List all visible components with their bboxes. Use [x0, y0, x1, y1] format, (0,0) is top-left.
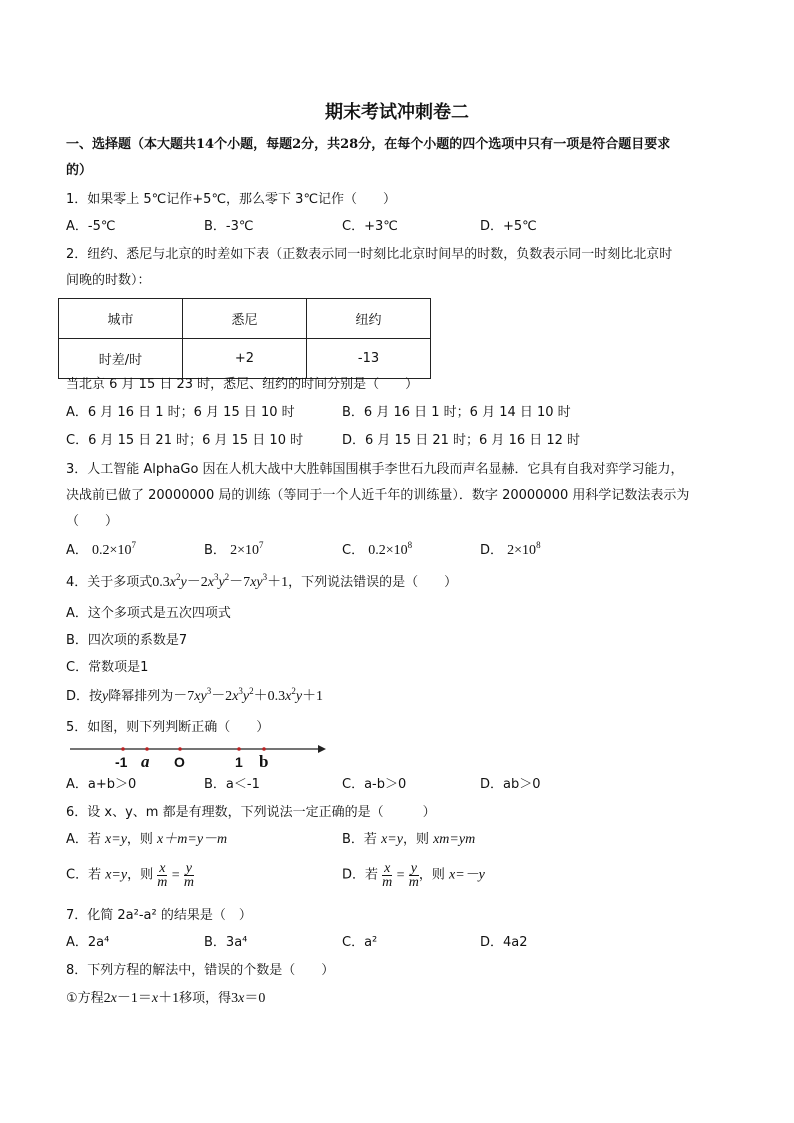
table-row	[59, 299, 431, 339]
point-one	[237, 747, 241, 751]
table-header-cell: 城市	[59, 299, 183, 339]
table-header-cell: 悉尼	[183, 299, 307, 339]
q6-option-d: D．若 $\frac{x}{m}$ = $\frac{y}{m}$ ，则 x=－y	[342, 861, 485, 890]
q4-d-expression: $-7xy^3-2x^3y^2+0.3x^2y+1$	[173, 686, 324, 704]
section-heading: 一、选择题（本大题共14个小题，每题2分，共28分，在每个小题的四个选项中只有一项是符合题目要求	[66, 137, 671, 152]
q7-option-c: C．a²	[342, 935, 378, 950]
q7-option-a: A．2a⁴	[66, 935, 110, 950]
point-a	[145, 747, 149, 751]
q6-c-equation: $\frac{x}{m}$ = $\frac{y}{m}$	[157, 861, 194, 890]
q2-option-c: C．6 月 15 日 21 时；6 月 15 日 10 时	[66, 433, 304, 448]
q3-option-b: B． $2\times 10^7$	[204, 540, 264, 558]
point-b	[262, 747, 266, 751]
q3-option-a: A． $0.2\times 10^7$	[66, 540, 136, 558]
q3-b-expression: $2\times 10^7$	[230, 540, 264, 558]
q8-item1-equation: 2x－1＝x＋1	[103, 991, 180, 1006]
q6-option-b: B．若 x=y，则 xm=ym	[342, 832, 476, 847]
q8-item-1: ①方程2x－1＝x＋1移项，得3x＝0	[66, 991, 266, 1006]
time-difference-table	[58, 298, 431, 379]
table-row	[59, 339, 431, 379]
q2-option-a: A．6 月 16 日 1 时；6 月 15 日 10 时	[66, 405, 295, 420]
q3-d-expression: $2\times 10^8$	[507, 540, 541, 558]
q4-option-c: C．常数项是1	[66, 660, 149, 675]
question-2-stem: 2．纽约、悉尼与北京的时差如下表（正数表示同一时刻比北京时间早的时数，负数表示同一时刻比北京时	[66, 247, 673, 262]
q3-option-d: D． $2\times 10^8$	[480, 540, 541, 558]
number-line-arrow	[318, 745, 326, 753]
label-origin: O	[174, 754, 185, 770]
q1-option-a: A．-5℃	[66, 219, 116, 234]
q4-polynomial: $0.3x^2y-2x^3y^2-7xy^3+1$	[152, 572, 289, 590]
question-2-stem-cont: 间晚的时数）：	[66, 273, 151, 288]
point-origin	[178, 747, 182, 751]
label-a: a	[141, 752, 150, 771]
table-cell: +2	[183, 339, 307, 379]
q1-option-b: B．-3℃	[204, 219, 254, 234]
label-neg-one: -1	[115, 754, 128, 770]
q4-option-d: D．按y降幂排列为$-7xy^3-2x^3y^2+0.3x^2y+1$	[66, 686, 324, 704]
question-3-bracket: （ ）	[66, 514, 119, 529]
q4-option-b: B．四次项的系数是7	[66, 633, 188, 648]
q2-option-b: B．6 月 16 日 1 时；6 月 14 日 10 时	[342, 405, 571, 420]
q3-a-expression: $0.2\times 10^7$	[92, 540, 136, 558]
q1-option-d: D．+5℃	[480, 219, 537, 234]
question-6-stem: 6．设 x、y、m 都是有理数，下列说法一定正确的是（ ）	[66, 805, 436, 820]
section-heading-cont: 的）	[66, 163, 93, 178]
number-line-figure	[66, 740, 328, 772]
q1-option-c: C．+3℃	[342, 219, 398, 234]
label-one: 1	[235, 754, 243, 770]
question-3-stem: 3．人工智能 AlphaGo 因在人机大战中大胜韩国围棋手李世石九段而声名显赫．它具有自我对弈学习能力，	[66, 462, 684, 477]
q3-option-c: C． $0.2\times 10^8$	[342, 540, 413, 558]
table-header-cell: 纽约	[307, 299, 431, 339]
point-neg-one	[121, 747, 125, 751]
table-cell: 时差/时	[59, 339, 183, 379]
q2-option-d: D．6 月 15 日 21 时；6 月 16 日 12 时	[342, 433, 581, 448]
question-1-stem: 1．如果零上 5℃记作+5℃，那么零下 3℃记作（ ）	[66, 192, 397, 207]
q4-option-a: A．这个多项式是五次四项式	[66, 606, 231, 621]
q5-option-a: A．a+b＞0	[66, 777, 137, 792]
q3-c-expression: $0.2\times 10^8$	[368, 540, 413, 558]
page-title: 期末考试冲刺卷二	[325, 102, 469, 123]
q6-option-a: A．若 x=y，则 x＋m=y－m	[66, 832, 228, 847]
q8-item1-result: 3x＝0	[231, 991, 266, 1006]
q5-option-c: C．a-b＞0	[342, 777, 407, 792]
table-cell: -13	[307, 339, 431, 379]
question-7-stem: 7．化简 2a²-a² 的结果是（ ）	[66, 908, 252, 923]
q5-option-d: D．ab＞0	[480, 777, 541, 792]
label-b: b	[259, 752, 269, 771]
q7-option-d: D．4a2	[480, 935, 528, 950]
question-3-stem-cont: 决战前已做了 20000000 局的训练（等同于一个人近千年的训练量）．数字 20000000 用科学记数法表示为	[66, 488, 690, 503]
question-8-stem: 8．下列方程的解法中，错误的个数是（ ）	[66, 963, 335, 978]
question-5-stem: 5．如图，则下列判断正确（ ）	[66, 720, 270, 735]
q6-option-c: C．若 x=y，则 $\frac{x}{m}$ = $\frac{y}{m}$	[66, 861, 194, 890]
q6-d-equation: $\frac{x}{m}$ = $\frac{y}{m}$	[382, 861, 419, 890]
question-4-stem: 4．关于多项式$0.3x^2y-2x^3y^2-7xy^3+1$，下列说法错误的是（ ）	[66, 572, 458, 590]
q7-option-b: B．3a⁴	[204, 935, 248, 950]
question-2-prompt: 当北京 6 月 15 日 23 时，悉尼、纽约的时间分别是（ ）	[66, 377, 419, 392]
q5-option-b: B．a＜-1	[204, 777, 260, 792]
